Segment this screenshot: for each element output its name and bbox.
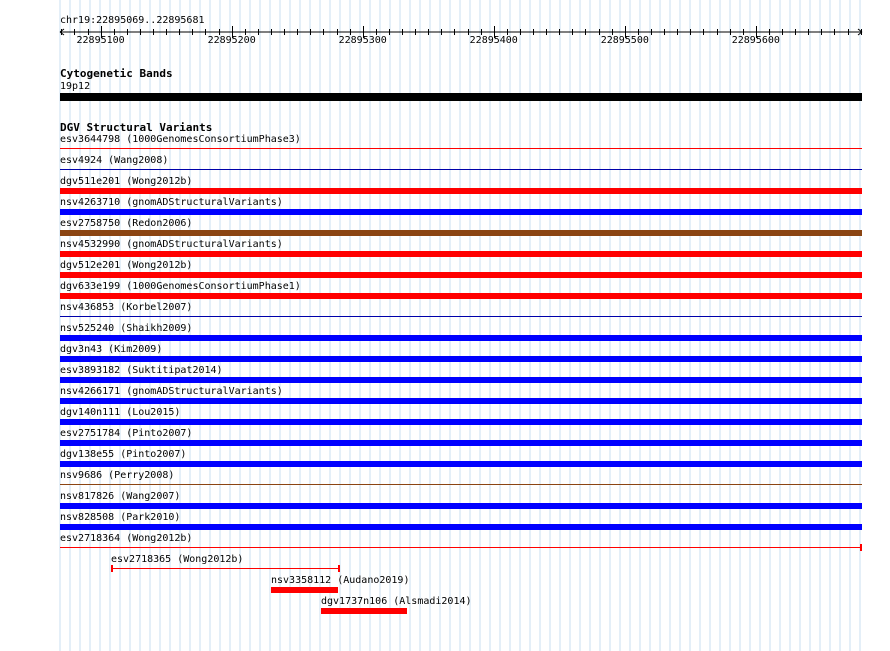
- dgv-feature-label[interactable]: nsv828508 (Park2010): [60, 512, 181, 523]
- dgv-feature-bar[interactable]: [321, 608, 407, 614]
- cytoband-bar[interactable]: [60, 93, 862, 101]
- dgv-feature-bar[interactable]: [60, 335, 862, 341]
- cytoband-track-title[interactable]: Cytogenetic Bands: [60, 67, 173, 80]
- dgv-feature-line[interactable]: [111, 568, 340, 569]
- ruler-range-label: chr19:22895069..22895681: [60, 15, 205, 26]
- ruler-tick-label: 22895200: [207, 35, 256, 46]
- dgv-feature-bar[interactable]: [60, 419, 862, 425]
- dgv-feature-label[interactable]: esv2718364 (Wong2012b): [60, 533, 193, 544]
- dgv-track-title[interactable]: DGV Structural Variants: [60, 121, 213, 134]
- dgv-feature-label[interactable]: nsv436853 (Korbel2007): [60, 302, 193, 313]
- dgv-feature-label[interactable]: esv2758750 (Redon2006): [60, 218, 193, 229]
- ruler-tick-label: 22895300: [338, 35, 387, 46]
- dgv-feature-label[interactable]: dgv140n111 (Lou2015): [60, 407, 181, 418]
- dgv-feature-label[interactable]: nsv817826 (Wang2007): [60, 491, 181, 502]
- dgv-feature-bar[interactable]: [60, 209, 862, 215]
- dgv-feature-label[interactable]: nsv9686 (Perry2008): [60, 470, 175, 481]
- dgv-feature-label[interactable]: nsv4532990 (gnomADStructuralVariants): [60, 239, 283, 250]
- dgv-feature-bar[interactable]: [60, 293, 862, 299]
- dgv-feature-bar[interactable]: [271, 587, 338, 593]
- dgv-feature-label[interactable]: esv4924 (Wang2008): [60, 155, 169, 166]
- dgv-feature-label[interactable]: dgv512e201 (Wong2012b): [60, 260, 193, 271]
- dgv-feature-label[interactable]: nsv4263710 (gnomADStructuralVariants): [60, 197, 283, 208]
- dgv-feature-label[interactable]: esv3893182 (Suktitipat2014): [60, 365, 223, 376]
- dgv-feature-label[interactable]: esv3644798 (1000GenomesConsortiumPhase3): [60, 134, 301, 145]
- dgv-feature-line[interactable]: [60, 484, 862, 485]
- dgv-feature-bar[interactable]: [60, 440, 862, 446]
- ruler-tick-label: 22895100: [76, 35, 125, 46]
- dgv-feature-bar[interactable]: [60, 377, 862, 383]
- dgv-feature-label[interactable]: esv2718365 (Wong2012b): [111, 554, 244, 565]
- dgv-feature-bar[interactable]: [60, 188, 862, 194]
- ruler-tick-label: 22895400: [469, 35, 518, 46]
- dgv-feature-line[interactable]: [60, 316, 862, 317]
- dgv-feature-bar[interactable]: [60, 524, 862, 530]
- dgv-feature-label[interactable]: dgv633e199 (1000GenomesConsortiumPhase1): [60, 281, 301, 292]
- dgv-feature-bar[interactable]: [60, 503, 862, 509]
- dgv-feature-label[interactable]: nsv4266171 (gnomADStructuralVariants): [60, 386, 283, 397]
- dgv-feature-label[interactable]: dgv511e201 (Wong2012b): [60, 176, 193, 187]
- dgv-feature-bar[interactable]: [60, 461, 862, 467]
- dgv-feature-bar[interactable]: [60, 251, 862, 257]
- dgv-feature-label[interactable]: dgv138e55 (Pinto2007): [60, 449, 187, 460]
- dgv-feature-bar[interactable]: [60, 356, 862, 362]
- ruler-tick-label: 22895600: [731, 35, 780, 46]
- dgv-feature-label[interactable]: nsv525240 (Shaikh2009): [60, 323, 193, 334]
- dgv-feature-label[interactable]: nsv3358112 (Audano2019): [271, 575, 410, 586]
- dgv-feature-right-cap: [338, 565, 340, 572]
- ruler-tick-label: 22895500: [600, 35, 649, 46]
- dgv-feature-line[interactable]: [60, 547, 862, 548]
- dgv-feature-line[interactable]: [60, 148, 862, 149]
- dgv-feature-bar[interactable]: [60, 272, 862, 278]
- dgv-feature-label[interactable]: dgv3n43 (Kim2009): [60, 344, 163, 355]
- dgv-feature-left-cap: [111, 565, 113, 572]
- dgv-feature-label[interactable]: dgv1737n106 (Alsmadi2014): [321, 596, 472, 607]
- dgv-feature-bar[interactable]: [60, 230, 862, 236]
- cytoband-label: 19p12: [60, 81, 91, 92]
- dgv-feature-label[interactable]: esv2751784 (Pinto2007): [60, 428, 193, 439]
- dgv-feature-line[interactable]: [60, 169, 862, 170]
- dgv-feature-right-cap: [860, 544, 862, 551]
- dgv-feature-bar[interactable]: [60, 398, 862, 404]
